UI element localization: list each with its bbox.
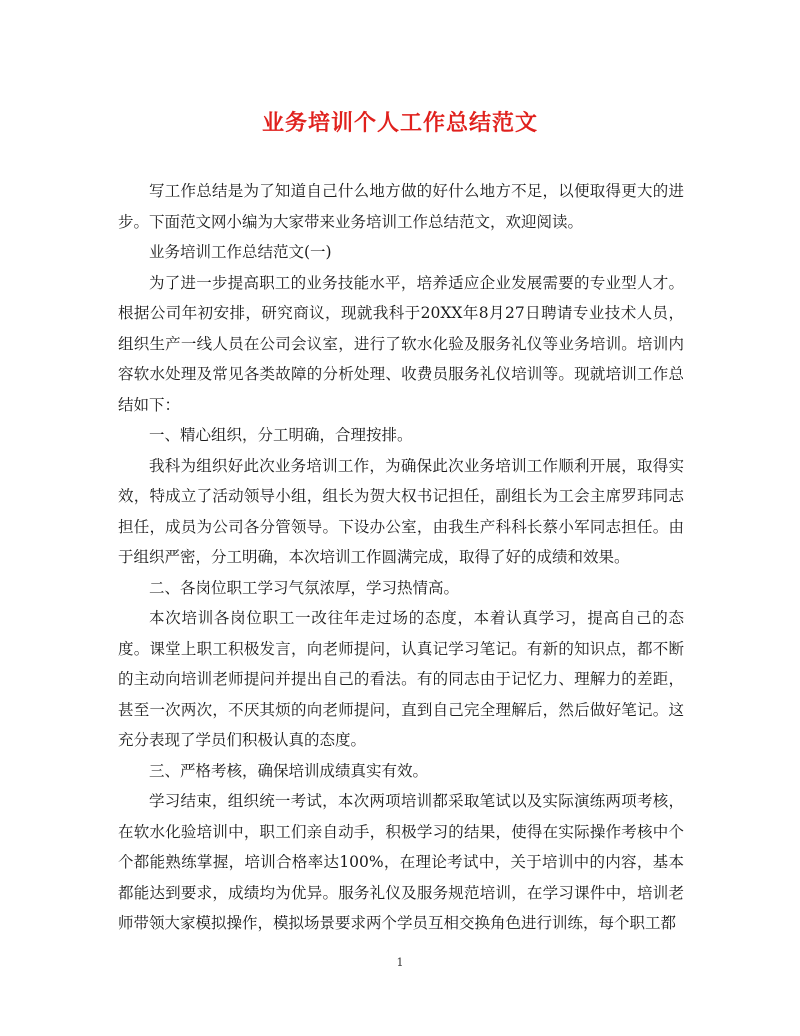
page-number: 1 [396, 956, 404, 969]
paragraph-heading-one: 一、精心组织，分工明确，合理按排。 [149, 426, 413, 444]
paragraph-assessment: 学习结束，组织统一考试，本次两项培训都采取笔试以及实际演练两项考核，在软水化验培训中，职工们亲自动手，积极学习的结果，使得在实际操作考核中个个都能熟练掌握，培训合格率达100%，在理论考试中，关于培训中的内容，基本都能达到要求，成绩均为优异。服务礼仪及服务规范培训，在学习课件中，培训老师带领大家模拟操作，模拟场景要求两个学员互相交换角色进行训练，每个职工都 [118, 792, 684, 932]
paragraph-intro: 写工作总结是为了知道自己什么地方做的好什么地方不足，以便取得更大的进步。下面范文网小编为大家带来业务培训工作总结范文，欢迎阅读。 [118, 182, 684, 231]
paragraph-background: 为了进一步提高职工的业务技能水平，培养适应企业发展需要的专业型人才。根据公司年初安排，研究商议，现就我科于20XX年8月27日聘请专业技术人员，组织生产一线人员在公司会议室，进行了软水化验及服务礼仪等业务培训。培训内容软水处理及常见各类故障的分析处理、收费员服务礼仪培训等。现就培训工作总结如下： [118, 273, 684, 414]
paragraph-organization: 我科为组织好此次业务培训工作，为确保此次业务培训工作顺利开展，取得实效，特成立了活动领导小组，组长为贺大权书记担任，副组长为工会主席罗玮同志担任，成员为公司各分管领导。下设办公室，由我生产科科长蔡小军同志担任。由于组织严密，分工明确，本次培训工作圆满完成，取得了好的成绩和效果。 [118, 456, 684, 566]
document-body [118, 176, 684, 939]
paragraph-heading-two: 二、各岗位职工学习气氛浓厚，学习热情高。 [149, 578, 460, 597]
paragraph-heading-three: 三、严格考核，确保培训成绩真实有效。 [149, 761, 429, 780]
paragraph-section-heading: 业务培训工作总结范文(一) [149, 243, 332, 261]
paragraph-learning: 本次培训各岗位职工一改往年走过场的态度，本着认真学习，提高自己的态度。课堂上职工积极发言，向老师提问，认真记学习笔记。有新的知识点，都不断的主动向培训老师提问并提出自己的看法。有的同志由于记忆力、理解力的差距，甚至一次两次，不厌其烦的向老师提问，直到自己完全理解后，然后做好笔记。这充分表现了学员们积极认真的态度。 [118, 609, 684, 749]
document-title: 业务培训个人工作总结范文 [261, 110, 538, 136]
